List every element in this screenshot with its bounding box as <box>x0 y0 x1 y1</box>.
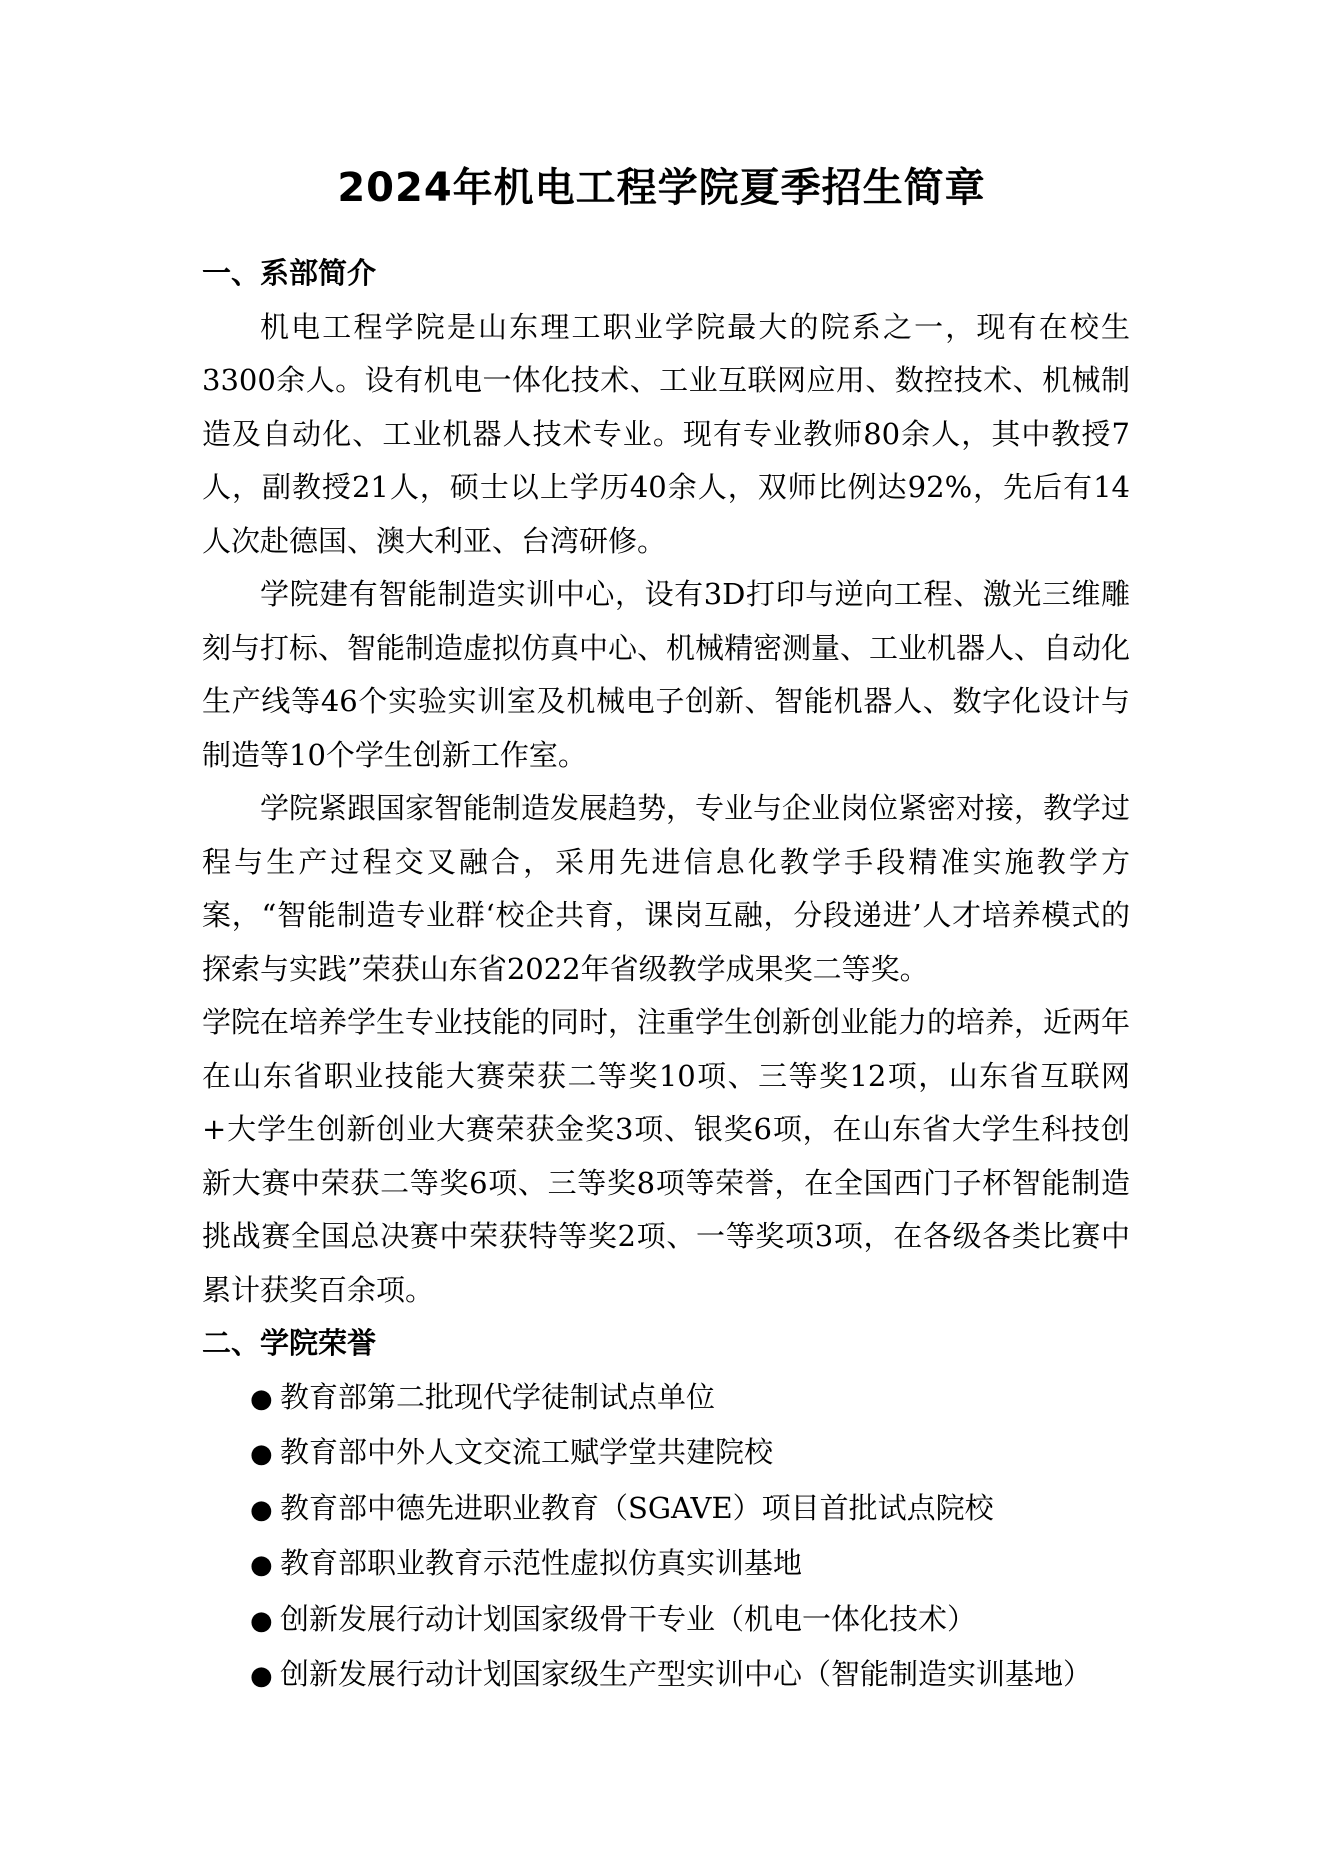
document-body <box>202 247 1130 1704</box>
bullet-icon: ● <box>250 1439 273 1469</box>
honor-item <box>250 1593 1130 1649</box>
bullet-icon: ● <box>250 1661 273 1691</box>
paragraph-awards: 学院在培养学生专业技能的同时，注重学生创新创业能力的培养，近两年在山东省职业技能大赛荣获二等奖10项、三等奖12项，山东省互联网+大学生创新创业大赛荣获金奖3项、银奖6项，在山东省大学生科技创新大赛中荣获二等奖6项、三等奖8项等荣誉，在全国西门子杯智能制造挑战赛全国总决赛中荣获特等奖2项、一等奖项3项，在各级各类比赛中累计获奖百余项。 <box>202 1005 1131 1307</box>
bullet-icon: ● <box>250 1494 273 1525</box>
bullet-icon: ● <box>250 1383 273 1414</box>
honor-item <box>250 1371 1130 1427</box>
honor-item-text: 教育部中德先进职业教育（SGAVE）项目首批试点院校 <box>280 1490 994 1525</box>
honor-item-text: 创新发展行动计划国家级生产型实训中心（智能制造实训基地） <box>280 1657 1093 1691</box>
honor-item-text: 创新发展行动计划国家级骨干专业（机电一体化技术） <box>280 1601 977 1636</box>
section-heading-department-intro: 一、系部简介 <box>202 256 377 290</box>
bullet-icon: ● <box>250 1605 273 1636</box>
paragraph-facilities: 学院建有智能制造实训中心，设有3D打印与逆向工程、激光三维雕刻与打标、智能制造虚拟仿真中心、机械精密测量、工业机器人、自动化生产线等46个实验实训室及机械电子创新、智能机器人、数字化设计与制造等10个学生创新工作室。 <box>202 577 1131 772</box>
honor-item <box>250 1648 1130 1704</box>
honor-item-text: 教育部职业教育示范性虚拟仿真实训基地 <box>280 1546 803 1580</box>
honors-list <box>202 1371 1130 1704</box>
honor-item <box>250 1426 1130 1482</box>
bullet-icon: ● <box>250 1550 273 1580</box>
honor-item-text: 教育部第二批现代学徒制试点单位 <box>280 1379 716 1414</box>
document-title: 2024年机电工程学院夏季招生简章 <box>337 165 986 211</box>
honor-item <box>250 1537 1130 1593</box>
honor-item <box>250 1482 1130 1538</box>
paragraph-overview: 机电工程学院是山东理工职业学院最大的院系之一，现有在校生3300余人。设有机电一体化技术、工业互联网应用、数控技术、机械制造及自动化、工业机器人技术专业。现有专业教师80余人，其中教授7人，副教授21人，硕士以上学历40余人，双师比例达92%，先后有14人次赴德国、澳大利亚、台湾研修。 <box>202 309 1130 558</box>
paragraph-teaching: 学院紧跟国家智能制造发展趋势，专业与企业岗位紧密对接，教学过程与生产过程交叉融合，采用先进信息化教学手段精准实施教学方案，“智能制造专业群‘校企共育，课岗互融，分段递进’人才培养模式的探索与实践”荣获山东省2022年省级教学成果奖二等奖。 <box>202 791 1131 986</box>
section-heading-honors: 二、学院荣誉 <box>202 1326 377 1360</box>
honor-item-text: 教育部中外人文交流工赋学堂共建院校 <box>280 1435 774 1469</box>
